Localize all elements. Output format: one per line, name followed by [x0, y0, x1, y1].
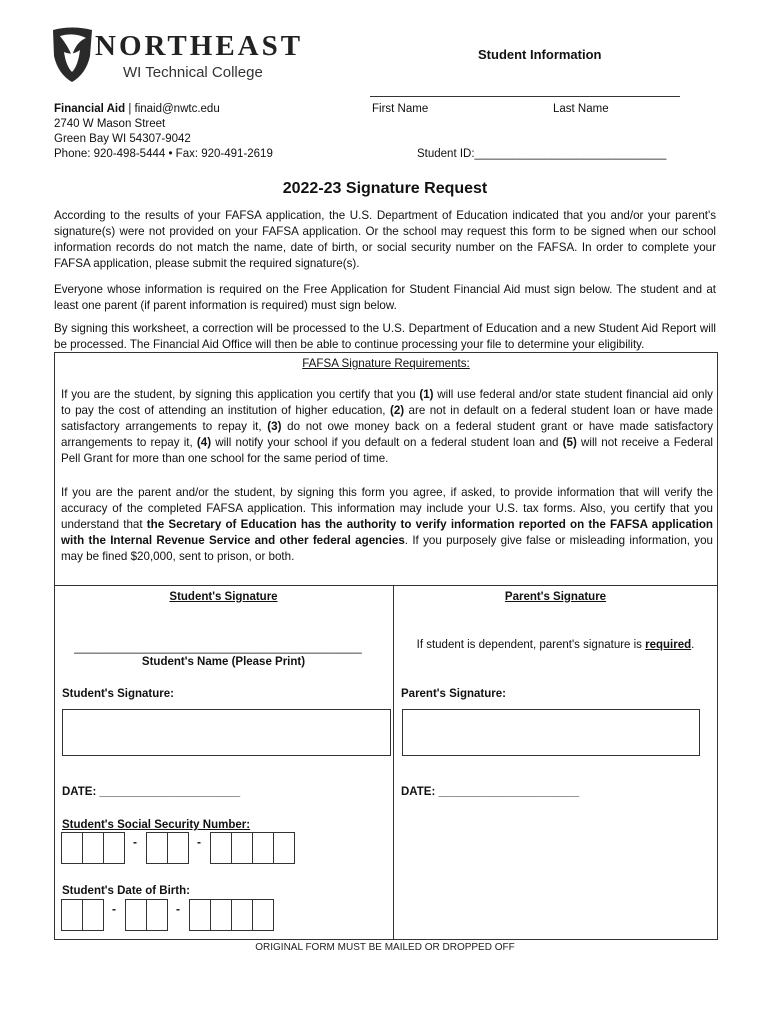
parent-dependency-note: If student is dependent, parent's signature is required. — [416, 639, 695, 651]
ssn-separator: - — [197, 835, 201, 849]
intro-paragraph-2: Everyone whose information is required on the Free Application for Student Financial Aid must sign below. The student and at least one parent (if parent information is required) must sign below. — [54, 283, 716, 312]
college-subtitle: WI Technical College — [123, 64, 263, 81]
parent-certification-text: If you are the parent and/or the student, by signing this form you agree, if asked, to provide information that will verify the accuracy of the completed FAFSA application. This information may include your U.S. tax forms. Also, you certify that you understand that the Secretary of Education has the authority to verify information reported on the FAFSA application with the Internal Revenue Service and other federal agencies. If you purposely give false or misleading information, you may be fined $20,000, sent to prison, or both. — [61, 486, 714, 563]
requirements-heading: FAFSA Signature Requirements: — [302, 357, 470, 370]
office-street: 2740 W Mason Street — [54, 118, 166, 130]
student-signature-label: Student's Signature: — [62, 688, 174, 700]
student-name-input[interactable]: _____________________________________________ — [74, 642, 362, 654]
dob-separator: - — [176, 902, 180, 916]
ssn-separator: - — [133, 835, 137, 849]
office-label: Financial Aid — [54, 103, 126, 115]
college-name: NORTHEAST — [95, 30, 304, 62]
office-email: | finaid@nwtc.edu — [125, 103, 220, 115]
office-phone: Phone: 920-498-5444 • Fax: 920-491-2619 — [54, 148, 273, 160]
box-divider — [54, 585, 718, 586]
student-certification-text: If you are the student, by signing this application you certify that you (1) will use federal and/or state student financial aid only to pay the cost of attending an institution of higher education, (2) are not in default on a federal student loan or have made satisfactory arrangements to repay it, (3) do not owe money back on a federal student grant or have made satisfactory arrangements to repay it, (4) will notify your school if you default on a federal student loan and (5) will not receive a Federal Pell Grant for more than one school for the same period of time. — [61, 388, 714, 465]
student-signature-heading: Student's Signature — [169, 591, 278, 603]
student-id-field[interactable]: Student ID:______________________________ — [417, 148, 667, 160]
dob-separator: - — [112, 902, 116, 916]
parent-date-field[interactable]: DATE: ______________________ — [401, 786, 580, 798]
student-info-heading: Student Information — [478, 47, 602, 62]
student-date-field[interactable]: DATE: ______________________ — [62, 786, 241, 798]
ssn-label: Student's Social Security Number: — [62, 819, 251, 831]
student-signature-box[interactable] — [62, 709, 391, 756]
office-city: Green Bay WI 54307-9042 — [54, 133, 191, 145]
student-name-label: Student's Name (Please Print) — [141, 656, 306, 668]
document-title: 2022-23 Signature Request — [282, 180, 488, 197]
office-contact — [54, 102, 273, 162]
last-name-label: Last Name — [553, 103, 609, 115]
intro-paragraph-3: By signing this worksheet, a correction will be processed to the U.S. Department of Education and a new Student Aid Report will be processed. The Financial Aid Office will then be able to continue processing your file to determine your eligibility. — [54, 322, 716, 351]
parent-signature-heading: Parent's Signature — [504, 591, 607, 603]
footer-note: ORIGINAL FORM MUST BE MAILED OR DROPPED OFF — [255, 942, 515, 953]
ssn-input[interactable] — [61, 832, 294, 864]
shield-logo-icon — [50, 26, 94, 84]
dob-input[interactable] — [61, 899, 273, 931]
parent-signature-box[interactable] — [402, 709, 700, 756]
name-line — [370, 96, 680, 97]
intro-paragraph-1: According to the results of your FAFSA application, the U.S. Department of Education indicated that you and/or your parent's signature(s) were not provided on your FAFSA application. Or the school may request this form to be signed when our school information records do not match the name, date of birth, or social security number on the FAFSA. In order to complete your FAFSA application, please submit the required signature(s). — [54, 209, 716, 270]
dob-label: Student's Date of Birth: — [62, 885, 190, 897]
parent-signature-label: Parent's Signature: — [401, 688, 506, 700]
first-name-label: First Name — [372, 103, 429, 115]
